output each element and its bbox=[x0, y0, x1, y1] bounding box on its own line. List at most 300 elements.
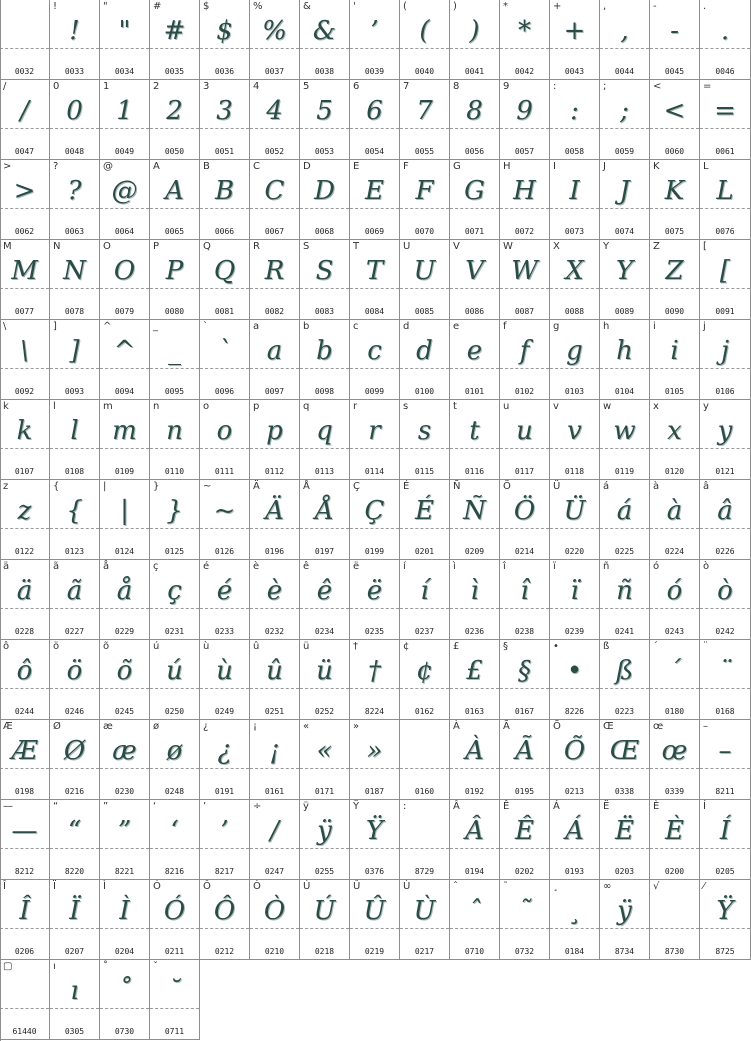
glyph-codepoint: 0101 bbox=[464, 387, 485, 396]
glyph-sample: ’ bbox=[370, 16, 379, 46]
glyph-cell bbox=[100, 320, 150, 400]
glyph-sample: Ÿ bbox=[716, 896, 734, 926]
baseline-guide bbox=[150, 48, 199, 49]
baseline-guide bbox=[50, 848, 99, 849]
baseline-guide bbox=[200, 688, 249, 689]
baseline-guide bbox=[200, 448, 249, 449]
glyph-codepoint: 0125 bbox=[164, 547, 185, 556]
glyph-label: ⁄ bbox=[703, 881, 705, 892]
glyph-cell bbox=[650, 400, 700, 480]
glyph-label: è bbox=[253, 561, 260, 572]
glyph-codepoint: 0242 bbox=[715, 627, 735, 636]
glyph-label: : bbox=[553, 81, 557, 92]
glyph-cell bbox=[500, 880, 550, 960]
glyph-codepoint: 0338 bbox=[614, 787, 635, 796]
baseline-guide bbox=[0, 448, 49, 449]
glyph-codepoint: 0087 bbox=[514, 307, 535, 316]
baseline-guide bbox=[650, 448, 699, 449]
baseline-guide bbox=[0, 768, 49, 769]
glyph-sample: é bbox=[216, 576, 233, 606]
glyph-sample: 6 bbox=[366, 96, 383, 126]
glyph-codepoint: 0100 bbox=[414, 387, 435, 396]
glyph-codepoint: 0126 bbox=[214, 547, 235, 556]
glyph-cell bbox=[550, 400, 600, 480]
baseline-guide bbox=[700, 128, 750, 129]
glyph-label: Ú bbox=[303, 881, 311, 892]
baseline-guide bbox=[700, 528, 750, 529]
glyph-cell bbox=[700, 880, 751, 960]
baseline-guide bbox=[50, 448, 99, 449]
glyph-label: Z bbox=[653, 241, 660, 252]
glyph-label: ^ bbox=[103, 321, 112, 332]
baseline-guide bbox=[550, 688, 599, 689]
glyph-sample: N bbox=[63, 256, 86, 286]
glyph-label: K bbox=[653, 161, 660, 172]
glyph-cell bbox=[250, 880, 300, 960]
glyph-label: ` bbox=[203, 321, 208, 332]
glyph-codepoint: 0247 bbox=[264, 867, 285, 876]
glyph-label: 0 bbox=[53, 81, 60, 92]
glyph-sample: ê bbox=[316, 576, 333, 606]
glyph-label: ’ bbox=[203, 801, 207, 812]
glyph-sample: Î bbox=[19, 896, 30, 926]
glyph-codepoint: 0065 bbox=[164, 227, 185, 236]
baseline-guide bbox=[150, 448, 199, 449]
glyph-sample: p bbox=[266, 416, 283, 446]
baseline-guide bbox=[100, 848, 149, 849]
glyph-codepoint: 0234 bbox=[314, 627, 335, 636]
baseline-guide bbox=[200, 608, 249, 609]
grid-left-border bbox=[0, 0, 1, 1041]
baseline-guide bbox=[150, 848, 199, 849]
glyph-cell bbox=[550, 160, 600, 240]
glyph-codepoint: 0231 bbox=[164, 627, 185, 636]
baseline-guide bbox=[50, 608, 99, 609]
baseline-guide bbox=[150, 128, 199, 129]
glyph-cell bbox=[450, 320, 500, 400]
glyph-sample: † bbox=[368, 656, 381, 686]
glyph-codepoint: 0249 bbox=[214, 707, 235, 716]
glyph-cell bbox=[300, 240, 350, 320]
glyph-label: ¿ bbox=[203, 721, 209, 732]
glyph-cell bbox=[50, 320, 100, 400]
glyph-label: ' bbox=[353, 1, 356, 12]
glyph-codepoint: 0050 bbox=[164, 147, 185, 156]
glyph-sample: | bbox=[120, 496, 129, 526]
glyph-cell bbox=[100, 800, 150, 880]
glyph-cell bbox=[50, 80, 100, 160]
glyph-sample: c bbox=[367, 336, 382, 366]
glyph-label: á bbox=[603, 481, 610, 492]
baseline-guide bbox=[100, 768, 149, 769]
glyph-codepoint: 0057 bbox=[514, 147, 535, 156]
glyph-cell bbox=[100, 640, 150, 720]
glyph-sample: ç bbox=[167, 576, 182, 606]
glyph-cell bbox=[650, 880, 700, 960]
baseline-guide bbox=[550, 848, 599, 849]
glyph-label: / bbox=[3, 81, 7, 92]
glyph-sample: » bbox=[366, 736, 383, 766]
glyph-label: 9 bbox=[503, 81, 510, 92]
glyph-sample: – bbox=[718, 736, 732, 766]
glyph-codepoint: 0068 bbox=[314, 227, 335, 236]
baseline-guide bbox=[300, 368, 349, 369]
glyph-codepoint: 0036 bbox=[214, 67, 235, 76]
glyph-sample: K bbox=[664, 176, 685, 206]
glyph-codepoint: 0099 bbox=[364, 387, 385, 396]
glyph-sample: ¨ bbox=[718, 656, 732, 686]
glyph-label: h bbox=[603, 321, 610, 332]
baseline-guide bbox=[500, 128, 549, 129]
glyph-sample: . bbox=[720, 16, 730, 46]
baseline-guide bbox=[600, 448, 649, 449]
glyph-sample: 2 bbox=[166, 96, 183, 126]
glyph-cell bbox=[500, 80, 550, 160]
baseline-guide bbox=[600, 768, 649, 769]
glyph-sample: B bbox=[214, 176, 235, 206]
glyph-sample: ¸ bbox=[568, 896, 581, 926]
glyph-sample: H bbox=[513, 176, 536, 206]
glyph-label: å bbox=[103, 561, 110, 572]
glyph-label: L bbox=[703, 161, 709, 172]
baseline-guide bbox=[700, 448, 750, 449]
baseline-guide bbox=[400, 208, 449, 209]
glyph-codepoint: 0072 bbox=[514, 227, 535, 236]
glyph-codepoint: 0203 bbox=[614, 867, 635, 876]
glyph-label: s bbox=[403, 401, 409, 412]
glyph-codepoint: 0074 bbox=[614, 227, 635, 236]
glyph-codepoint: 0110 bbox=[164, 467, 185, 476]
glyph-sample: í bbox=[420, 576, 429, 606]
glyph-cell bbox=[100, 160, 150, 240]
glyph-codepoint: 0219 bbox=[364, 947, 385, 956]
glyph-cell bbox=[650, 160, 700, 240]
glyph-label: < bbox=[653, 81, 662, 92]
glyph-sample: ÿ bbox=[317, 816, 332, 846]
baseline-guide bbox=[250, 48, 299, 49]
baseline-guide bbox=[550, 128, 599, 129]
glyph-cell bbox=[200, 800, 250, 880]
glyph-label: — bbox=[3, 801, 13, 812]
baseline-guide bbox=[50, 208, 99, 209]
glyph-label: Ç bbox=[353, 481, 360, 492]
glyph-cell bbox=[500, 160, 550, 240]
baseline-guide bbox=[450, 928, 499, 929]
glyph-codepoint: 0201 bbox=[414, 547, 435, 556]
glyph-label: f bbox=[503, 321, 507, 332]
glyph-label: Ë bbox=[603, 801, 610, 812]
baseline-guide bbox=[200, 368, 249, 369]
glyph-codepoint: 0091 bbox=[715, 307, 735, 316]
baseline-guide bbox=[350, 448, 399, 449]
glyph-label: y bbox=[703, 401, 709, 412]
glyph-codepoint: 0236 bbox=[464, 627, 485, 636]
glyph-codepoint: 0053 bbox=[314, 147, 335, 156]
glyph-label: Ü bbox=[553, 481, 561, 492]
glyph-sample: ˜ bbox=[518, 896, 531, 926]
glyph-sample: Æ bbox=[11, 736, 38, 766]
glyph-codepoint: 0710 bbox=[464, 947, 485, 956]
glyph-cell bbox=[350, 720, 400, 800]
baseline-guide bbox=[350, 128, 399, 129]
glyph-sample: ‘ bbox=[170, 816, 179, 846]
baseline-guide bbox=[400, 928, 449, 929]
glyph-cell bbox=[200, 160, 250, 240]
glyph-cell bbox=[500, 240, 550, 320]
glyph-cell bbox=[200, 240, 250, 320]
glyph-sample: ˆ bbox=[468, 896, 481, 926]
glyph-sample: , bbox=[620, 16, 629, 46]
glyph-codepoint: 0239 bbox=[564, 627, 585, 636]
glyph-label: ▢ bbox=[3, 961, 13, 972]
glyph-label: ] bbox=[53, 321, 57, 332]
baseline-guide bbox=[350, 528, 399, 529]
glyph-label: Ó bbox=[153, 881, 161, 892]
baseline-guide bbox=[500, 208, 549, 209]
glyph-codepoint: 0195 bbox=[514, 787, 535, 796]
glyph-cell bbox=[550, 240, 600, 320]
glyph-codepoint: 0216 bbox=[64, 787, 85, 796]
baseline-guide bbox=[350, 608, 399, 609]
glyph-label: Œ bbox=[603, 721, 614, 732]
glyph-label: i bbox=[653, 321, 656, 332]
glyph-label: ø bbox=[153, 721, 160, 732]
glyph-cell bbox=[400, 240, 450, 320]
glyph-cell bbox=[50, 240, 100, 320]
glyph-label: é bbox=[203, 561, 210, 572]
glyph-label: R bbox=[253, 241, 260, 252]
baseline-guide bbox=[150, 688, 199, 689]
glyph-sample: Ä bbox=[265, 496, 284, 526]
glyph-sample: s bbox=[417, 416, 432, 446]
glyph-label: Í bbox=[703, 801, 706, 812]
baseline-guide bbox=[0, 608, 49, 609]
glyph-cell bbox=[600, 240, 650, 320]
glyph-codepoint: 0199 bbox=[364, 547, 385, 556]
glyph-label: ö bbox=[53, 641, 60, 652]
glyph-codepoint: 0088 bbox=[564, 307, 585, 316]
glyph-label: √ bbox=[653, 881, 660, 892]
glyph-label: Ñ bbox=[453, 481, 461, 492]
glyph-codepoint: 0098 bbox=[314, 387, 335, 396]
glyph-codepoint: 8217 bbox=[214, 867, 235, 876]
glyph-codepoint: 0044 bbox=[614, 67, 635, 76]
glyph-label: Ì bbox=[103, 881, 106, 892]
glyph-codepoint: 0060 bbox=[664, 147, 685, 156]
glyph-codepoint: 8212 bbox=[14, 867, 35, 876]
glyph-sample: ? bbox=[67, 176, 82, 206]
baseline-guide bbox=[700, 688, 750, 689]
baseline-guide bbox=[550, 608, 599, 609]
glyph-sample: + bbox=[563, 16, 586, 46]
glyph-cell bbox=[700, 800, 751, 880]
glyph-cell bbox=[700, 160, 751, 240]
glyph-cell bbox=[350, 800, 400, 880]
glyph-cell bbox=[150, 160, 200, 240]
glyph-sample: — bbox=[11, 816, 38, 846]
glyph-cell bbox=[250, 320, 300, 400]
glyph-sample: Û bbox=[363, 896, 386, 926]
glyph-cell bbox=[100, 0, 150, 80]
baseline-guide bbox=[300, 208, 349, 209]
glyph-label: ¨ bbox=[703, 641, 708, 652]
glyph-sample: 4 bbox=[266, 96, 283, 126]
glyph-sample: 3 bbox=[216, 96, 233, 126]
baseline-guide bbox=[500, 928, 549, 929]
glyph-sample: 8 bbox=[466, 96, 483, 126]
glyph-cell bbox=[250, 560, 300, 640]
glyph-label: N bbox=[53, 241, 61, 252]
baseline-guide bbox=[700, 768, 750, 769]
baseline-guide bbox=[600, 48, 649, 49]
glyph-sample: ¿ bbox=[217, 736, 232, 766]
baseline-guide bbox=[350, 768, 399, 769]
glyph-sample: ó bbox=[666, 576, 683, 606]
baseline-guide bbox=[500, 768, 549, 769]
baseline-guide bbox=[450, 848, 499, 849]
glyph-sample: I bbox=[569, 176, 580, 206]
glyph-codepoint: 0246 bbox=[64, 707, 85, 716]
glyph-cell bbox=[450, 400, 500, 480]
baseline-guide bbox=[250, 208, 299, 209]
glyph-sample: i bbox=[670, 336, 679, 366]
glyph-codepoint: 0054 bbox=[364, 147, 385, 156]
glyph-codepoint: 0228 bbox=[14, 627, 35, 636]
glyph-label: E bbox=[353, 161, 360, 172]
glyph-cell bbox=[150, 880, 200, 960]
glyph-cell bbox=[700, 80, 751, 160]
glyph-label: Á bbox=[553, 801, 560, 812]
glyph-cell bbox=[700, 480, 751, 560]
glyph-cell bbox=[100, 480, 150, 560]
glyph-cell bbox=[300, 720, 350, 800]
glyph-label: ã bbox=[53, 561, 60, 572]
glyph-codepoint: 0180 bbox=[664, 707, 685, 716]
baseline-guide bbox=[300, 48, 349, 49]
glyph-label: } bbox=[153, 481, 160, 492]
glyph-cell bbox=[300, 0, 350, 80]
glyph-cell bbox=[0, 80, 50, 160]
glyph-sample: g bbox=[566, 336, 583, 366]
glyph-sample: â bbox=[717, 496, 733, 526]
glyph-cell bbox=[500, 640, 550, 720]
glyph-label: q bbox=[303, 401, 310, 412]
baseline-guide bbox=[450, 368, 499, 369]
baseline-guide bbox=[100, 368, 149, 369]
glyph-label: Æ bbox=[3, 721, 13, 732]
glyph-label: § bbox=[503, 641, 508, 652]
glyph-label: t bbox=[453, 401, 457, 412]
glyph-codepoint: 0339 bbox=[664, 787, 685, 796]
glyph-label: ‘ bbox=[153, 801, 157, 812]
glyph-codepoint: 0160 bbox=[414, 787, 435, 796]
glyph-cell bbox=[50, 720, 100, 800]
glyph-codepoint: 0042 bbox=[514, 67, 535, 76]
baseline-guide bbox=[250, 848, 299, 849]
glyph-label: Q bbox=[203, 241, 211, 252]
glyph-sample: É bbox=[415, 496, 434, 526]
baseline-guide bbox=[150, 208, 199, 209]
glyph-cell bbox=[500, 720, 550, 800]
glyph-label: ü bbox=[303, 641, 310, 652]
baseline-guide bbox=[600, 608, 649, 609]
glyph-label: & bbox=[303, 1, 311, 12]
baseline-guide bbox=[300, 528, 349, 529]
glyph-label: ê bbox=[303, 561, 310, 572]
glyph-sample: « bbox=[316, 736, 333, 766]
glyph-codepoint: 0121 bbox=[715, 467, 735, 476]
glyph-sample: ñ bbox=[616, 576, 633, 606]
glyph-cell bbox=[350, 0, 400, 80]
glyph-codepoint: 0109 bbox=[114, 467, 135, 476]
baseline-guide bbox=[100, 928, 149, 929]
glyph-sample: t bbox=[469, 416, 480, 446]
baseline-guide bbox=[150, 608, 199, 609]
glyph-sample: : bbox=[570, 96, 579, 126]
baseline-guide bbox=[650, 528, 699, 529]
glyph-sample: * bbox=[518, 16, 531, 46]
glyph-label: » bbox=[353, 721, 360, 732]
glyph-sample: $ bbox=[216, 16, 233, 46]
baseline-guide bbox=[400, 48, 449, 49]
glyph-codepoint: 0093 bbox=[64, 387, 85, 396]
baseline-guide bbox=[300, 128, 349, 129]
glyph-label: | bbox=[103, 481, 107, 492]
glyph-sample: 7 bbox=[416, 96, 433, 126]
glyph-sample: v bbox=[567, 416, 582, 446]
glyph-cell bbox=[700, 240, 751, 320]
glyph-codepoint: 0097 bbox=[264, 387, 285, 396]
glyph-codepoint: 0198 bbox=[14, 787, 35, 796]
baseline-guide bbox=[300, 288, 349, 289]
glyph-codepoint: 0085 bbox=[414, 307, 435, 316]
glyph-codepoint: 0210 bbox=[264, 947, 285, 956]
glyph-sample: O bbox=[113, 256, 136, 286]
glyph-codepoint: 0035 bbox=[164, 67, 185, 76]
baseline-guide bbox=[50, 48, 99, 49]
glyph-sample: î bbox=[520, 576, 529, 606]
glyph-sample: Ó bbox=[163, 896, 186, 926]
glyph-cell bbox=[600, 720, 650, 800]
glyph-codepoint: 0090 bbox=[664, 307, 685, 316]
glyph-label: í bbox=[403, 561, 406, 572]
glyph-codepoint: 0046 bbox=[715, 67, 735, 76]
glyph-cell bbox=[650, 240, 700, 320]
glyph-cell bbox=[300, 80, 350, 160]
glyph-label: V bbox=[453, 241, 460, 252]
glyph-sample: z bbox=[17, 496, 32, 526]
baseline-guide bbox=[50, 128, 99, 129]
glyph-codepoint: 0040 bbox=[414, 67, 435, 76]
glyph-sample: Ü bbox=[563, 496, 586, 526]
glyph-sample: / bbox=[20, 96, 29, 126]
glyph-codepoint: 0204 bbox=[114, 947, 135, 956]
glyph-cell bbox=[550, 0, 600, 80]
glyph-cell bbox=[300, 400, 350, 480]
glyph-codepoint: 0123 bbox=[64, 547, 85, 556]
glyph-cell bbox=[600, 480, 650, 560]
glyph-cell bbox=[400, 800, 450, 880]
baseline-guide bbox=[300, 928, 349, 929]
glyph-sample: à bbox=[666, 496, 683, 526]
glyph-cell bbox=[450, 160, 500, 240]
glyph-sample: è bbox=[266, 576, 283, 606]
baseline-guide bbox=[600, 848, 649, 849]
glyph-sample: # bbox=[163, 16, 186, 46]
baseline-guide bbox=[700, 368, 750, 369]
glyph-cell bbox=[200, 480, 250, 560]
glyph-codepoint: 0124 bbox=[114, 547, 135, 556]
